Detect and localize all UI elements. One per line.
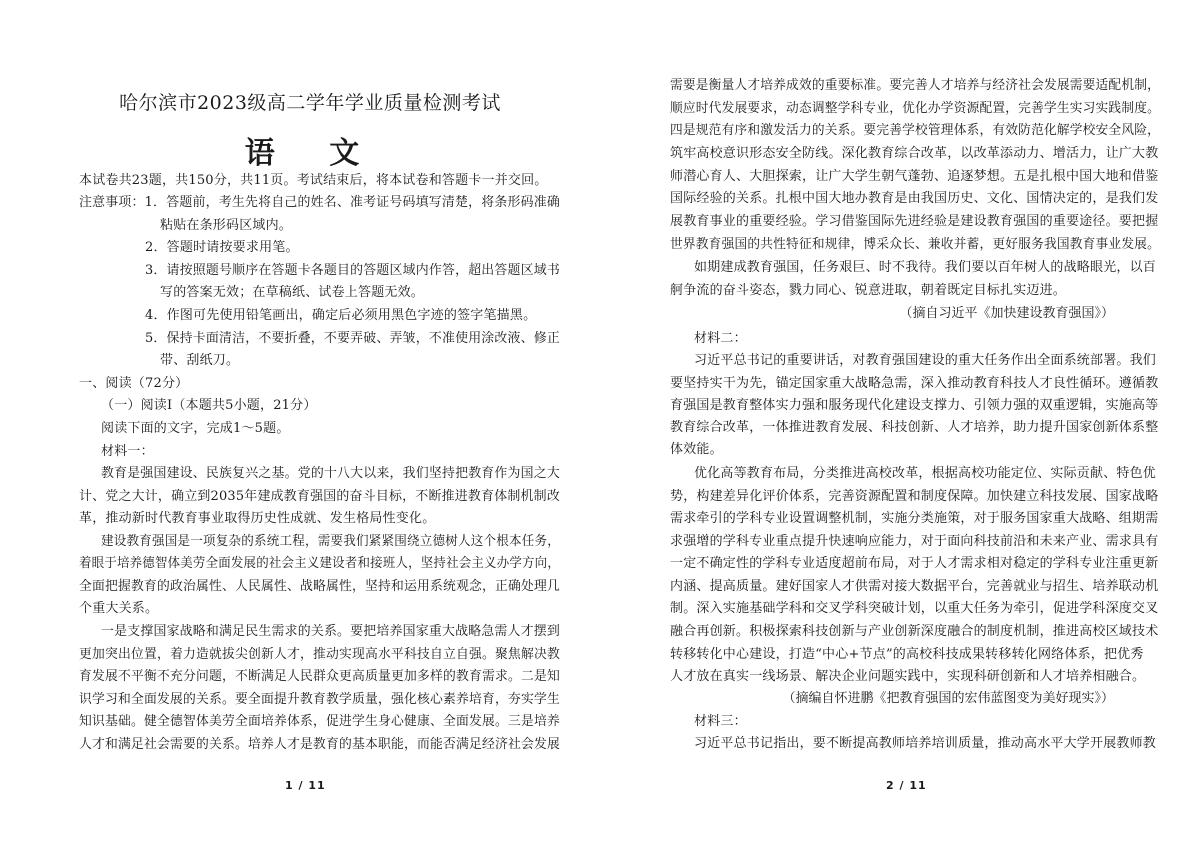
page-number: 1 / 11 — [285, 779, 326, 792]
notice-line: 带、刮纸刀。 — [160, 353, 240, 368]
body-line: 如期建成教育强国，任务艰巨、时不我待。我们要以百年树人的战略眼光，以百 — [694, 260, 1157, 275]
body-line: 教育综合改革，一体推进教育发展、科技创新、人才培养，助力提升国家创新体系整 — [670, 420, 1159, 435]
body-line: 求强增的学科专业重点提升快速响应能力，对于面向科技前沿和未来产业、需求具有 — [670, 534, 1159, 549]
body-line: 一定不确定性的学科专业适度超前布局，对于人才需求相对稳定的学科专业注重更新 — [670, 556, 1159, 571]
source-citation: （摘自习近平《加快建设教育强国》） — [899, 306, 1114, 321]
body-line: 识学习和全面发展的关系。要全面提升教育教学质量，强化核心素养培育，夯实学生 — [79, 692, 560, 707]
body-line: 更加突出位置，着力造就拔尖创新人才，推动实现高水平科技自立自强。聚焦解决教 — [79, 647, 560, 662]
subject-title: 语 文 — [244, 136, 382, 171]
body-line: 需求牵引的学科专业设置调整机制，实施分类施策，对于服务国家重大战略、组期需 — [670, 511, 1159, 526]
notice-line: 5．保持卡面清洁，不要折叠，不要弄破、弄皱，不准使用涂改液、修正 — [145, 331, 560, 346]
notice-line: 3．请按照题号顺序在答题卡各题目的答题区域内作答，超出答题区域书 — [145, 263, 560, 278]
body-line: 转移转化中心建设，打造“中心+节点”的高校科技成果转移转化网络体系，把优秀 — [670, 647, 1144, 662]
body-line: 习近平总书记指出，要不断提高教师培养培训质量，推动高水平大学开展教师教 — [694, 736, 1157, 751]
material-heading: 材料一： — [101, 444, 154, 459]
body-line: 制。深入实施基础学科和交叉学科突破计划，以重大任务为牵引，促进学科深度交叉 — [670, 601, 1159, 616]
body-line: 需要是衡量人才培养成效的重要标准。要完善人才培养与经济社会发展需要适配机制， — [670, 78, 1161, 93]
notice-line: 写的答案无效；在草稿纸、试卷上答题无效。 — [160, 285, 425, 300]
body-line: 个重大关系。 — [79, 601, 159, 616]
section-heading: 一、阅读（72分） — [79, 376, 189, 391]
page-2 — [600, 0, 1200, 849]
body-line: 势，构建差异化评价体系，完善资源配置和制度保障。加快建立科技发展、国家战略 — [670, 489, 1159, 504]
material-heading: 材料三： — [694, 714, 747, 729]
body-line: 顺应时代发展要求，动态调整学科专业，优化办学资源配置，完善学生实习实践制度。 — [670, 101, 1161, 116]
body-line: 习近平总书记的重要讲话，对教育强国建设的重大任务作出全面系统部署。我们 — [694, 353, 1157, 368]
notice-line: 2．答题时请按要求用笔。 — [145, 240, 299, 255]
body-line: 一是支撑国家战略和满足民生需求的关系。要把培养国家重大战略急需人才摆到 — [101, 624, 561, 639]
body-line: 体效能。 — [670, 442, 723, 457]
subsection-heading: （一）阅读Ⅰ（本题共5小题，21分） — [101, 398, 317, 413]
body-line: 师潜心育人、大胆探索，让广大学生朝气蓬勃、追逐梦想。五是扎根中国大地和借鉴 — [670, 169, 1159, 184]
instruction-line: 阅读下面的文字，完成1～5题。 — [101, 421, 290, 436]
notice-line: 粘贴在条形码区域内。 — [160, 218, 293, 233]
body-line: 全面把握教育的政治属性、人民属性、战略属性，坚持和运用系统观念，正确处理几 — [79, 579, 560, 594]
body-line: 四是规范有序和激发活力的关系。要完善学校管理体系，有效防范化解学校安全风险， — [670, 123, 1161, 138]
body-line: 优化高等教育布局，分类推进高校改革，根据高校功能定位、实际贡献、特色优 — [694, 466, 1157, 481]
body-line: 教育是强国建设、民族复兴之基。党的十八大以来，我们坚持把教育作为国之大 — [101, 466, 561, 481]
material-heading: 材料二： — [694, 331, 747, 346]
body-line: 计、党之大计，确立到2035年建成教育强国的奋斗目标，不断推进教育体制机制改 — [79, 489, 560, 504]
body-line: 革，推动新时代教育事业取得历史性成就、发生格局性变化。 — [79, 511, 436, 526]
body-line: 知识基础。健全德智体美劳全面培养体系，促进学生身心健康、全面发展。三是培养 — [79, 714, 560, 729]
body-line: 展教育事业的重要经验。学习借鉴国际先进经验是建设教育强国的重要途径。要把握 — [670, 214, 1159, 229]
body-line: 筑牢高校意识形态安全防线。深化教育综合改革，以改革添动力、增活力，让广大教 — [670, 146, 1159, 161]
source-citation: （摘编自怀进鹏《把教育强国的宏伟蓝图变为美好现实》） — [782, 691, 1114, 706]
body-line: 融合再创新。积极探索科技创新与产业创新深度融合的制度机制，推进高校区域技术 — [670, 624, 1159, 639]
body-line: 世界教育强国的共性特征和规律，博采众长、兼收并蓄，更好服务我国教育事业发展。 — [670, 237, 1161, 252]
notice-line: 4．作图可先使用铅笔画出，确定后必须用黑色字迹的签字笔描黑。 — [145, 308, 537, 323]
body-line: 建设教育强国是一项复杂的系统工程，需要我们紧紧围绕立德树人这个根本任务， — [101, 534, 560, 549]
body-line: 舸争流的奋斗姿态，戮力同心、锐意进取，朝着既定目标扎实迈进。 — [670, 283, 1067, 298]
body-line: 人才和满足社会需要的关系。培养人才是教育的基本职能，而能否满足经济社会发展 — [79, 737, 560, 752]
body-line: 着眼于培养德智体美劳全面发展的社会主义建设者和接班人，坚持社会主义办学方向， — [79, 556, 560, 571]
body-line: 国际经验的关系。扎根中国大地办教育是由我国历史、文化、国情决定的，是我们发 — [670, 191, 1159, 206]
body-line: 内涵、提高质量。建好国家人才供需对接大数据平台，完善就业与招生、培养联动机 — [670, 579, 1159, 594]
body-line: 要坚持实干为先，锚定国家重大战略急需，深入推动教育科技人才良性循环。遵循教 — [670, 376, 1159, 391]
body-line: 人才放在真实一线场景、解决企业问题实践中，实现科研创新和人才培养相融合。 — [670, 669, 1146, 684]
exam-title: 哈尔滨市2023级高二学年学业质量检测考试 — [119, 92, 501, 114]
page-number: 2 / 11 — [886, 779, 927, 792]
body-line: 育发展不平衡不充分问题，不断满足人民群众更高质量更加多样的教育需求。二是知 — [79, 669, 560, 684]
body-line: 育强国是教育整体实力强和服务现代化建设支撑力、引领力强的双重逻辑，实施高等 — [670, 398, 1159, 413]
notice-line: 注意事项：1．答题前，考生先将自己的姓名、准考证号码填写清楚，将条形码准确 — [79, 195, 561, 210]
exam-info-line: 本试卷共23题，共150分，共11页。考试结束后，将本试卷和答题卡一并交回。 — [79, 173, 548, 188]
